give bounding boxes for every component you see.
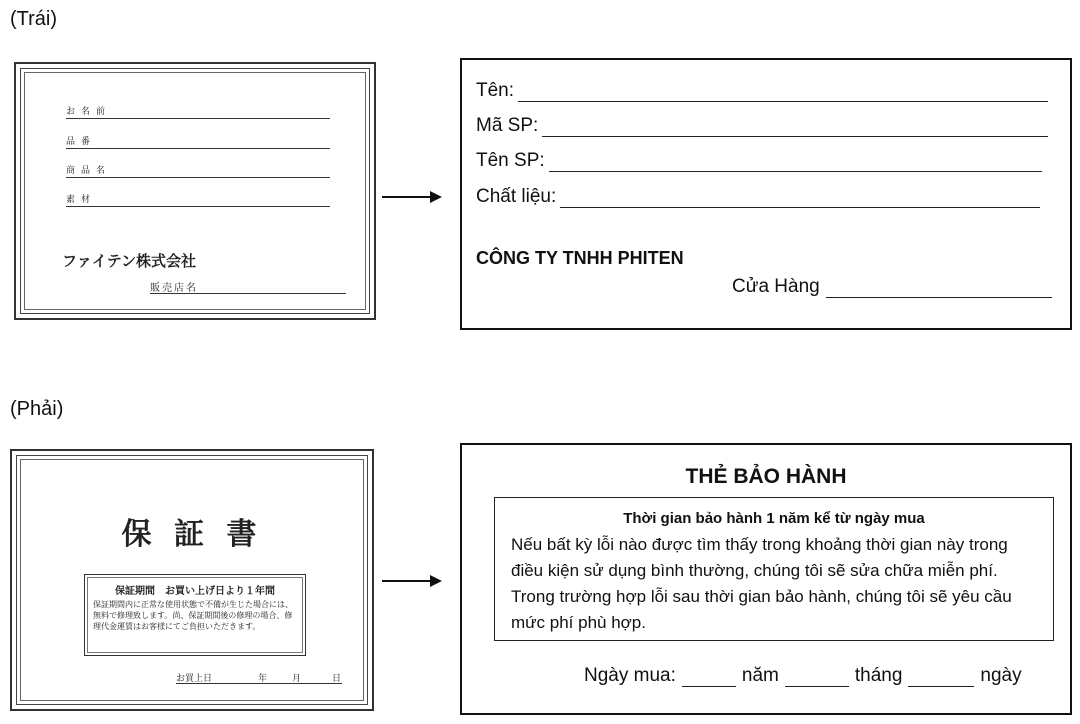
jp-year: 年 xyxy=(258,674,268,684)
purchase-date-row xyxy=(584,665,1022,687)
japanese-card-right xyxy=(10,449,374,711)
jp-company: ファイテン株式会社 xyxy=(62,252,196,270)
field-name: Tên: xyxy=(476,80,1048,102)
arrow-head-icon-2 xyxy=(430,575,442,587)
section-label-left: (Trái) xyxy=(10,8,58,30)
store-field: Cửa Hàng xyxy=(732,276,1052,298)
jp-month: 月 xyxy=(292,674,302,684)
translated-card-left xyxy=(460,58,1072,330)
purchase-day: ngày xyxy=(980,665,1022,686)
jp-field-product: 商品名 xyxy=(66,166,112,176)
warranty-inner-box xyxy=(494,497,1054,641)
field-product-code: Mã SP: xyxy=(476,115,1048,137)
jp-body: 保証期間内に正常な使用状態で不備が生じた場合には、無料で修理致します。尚、保証期間後の修理の場合、修理代金運賃はお客様にてご負担いただきます。 xyxy=(93,600,293,631)
arrow-head-icon xyxy=(430,191,442,203)
purchase-month: tháng xyxy=(854,665,903,686)
field-material: Chất liệu: xyxy=(476,186,1040,208)
purchase-date-label: Ngày mua: xyxy=(584,665,676,686)
jp-day: 日 xyxy=(332,674,342,684)
jp-period: 保証期間 お買い上げ日より１年間 xyxy=(115,586,275,597)
arrow-right-icon xyxy=(382,196,432,198)
jp-field-material: 素材 xyxy=(66,195,97,205)
warranty-body: Nếu bất kỳ lỗi nào được tìm thấy trong khoảng thời gian này trong điều kiện sử dụng bình thường, chúng tôi sẽ sửa chữa miễn phí. Trong trường hợp lỗi sau thời gian bảo hành, chúng tôi sẽ yêu cầu mức phí phù hợp. xyxy=(511,535,1012,632)
purchase-year: năm xyxy=(741,665,779,686)
warranty-period: Thời gian bảo hành 1 năm kể từ ngày mua xyxy=(623,510,925,527)
jp-store-label: 販売店名 xyxy=(150,283,198,294)
arrow-right-icon-2 xyxy=(382,580,432,582)
jp-title: 保 証 書 xyxy=(121,517,263,552)
section-label-right: (Phải) xyxy=(10,398,64,420)
jp-date-label: お買上日 xyxy=(176,674,213,684)
translated-warranty-card xyxy=(460,443,1072,715)
company-name: CÔNG TY TNHH PHITEN xyxy=(476,248,684,268)
jp-inner-box xyxy=(84,574,306,656)
jp-field-name: お名前 xyxy=(66,107,112,117)
jp-field-code: 品番 xyxy=(66,137,97,147)
japanese-card-left xyxy=(14,62,376,320)
warranty-title: THẺ BẢO HÀNH xyxy=(685,465,847,488)
field-product-name: Tên SP: xyxy=(476,150,1042,172)
